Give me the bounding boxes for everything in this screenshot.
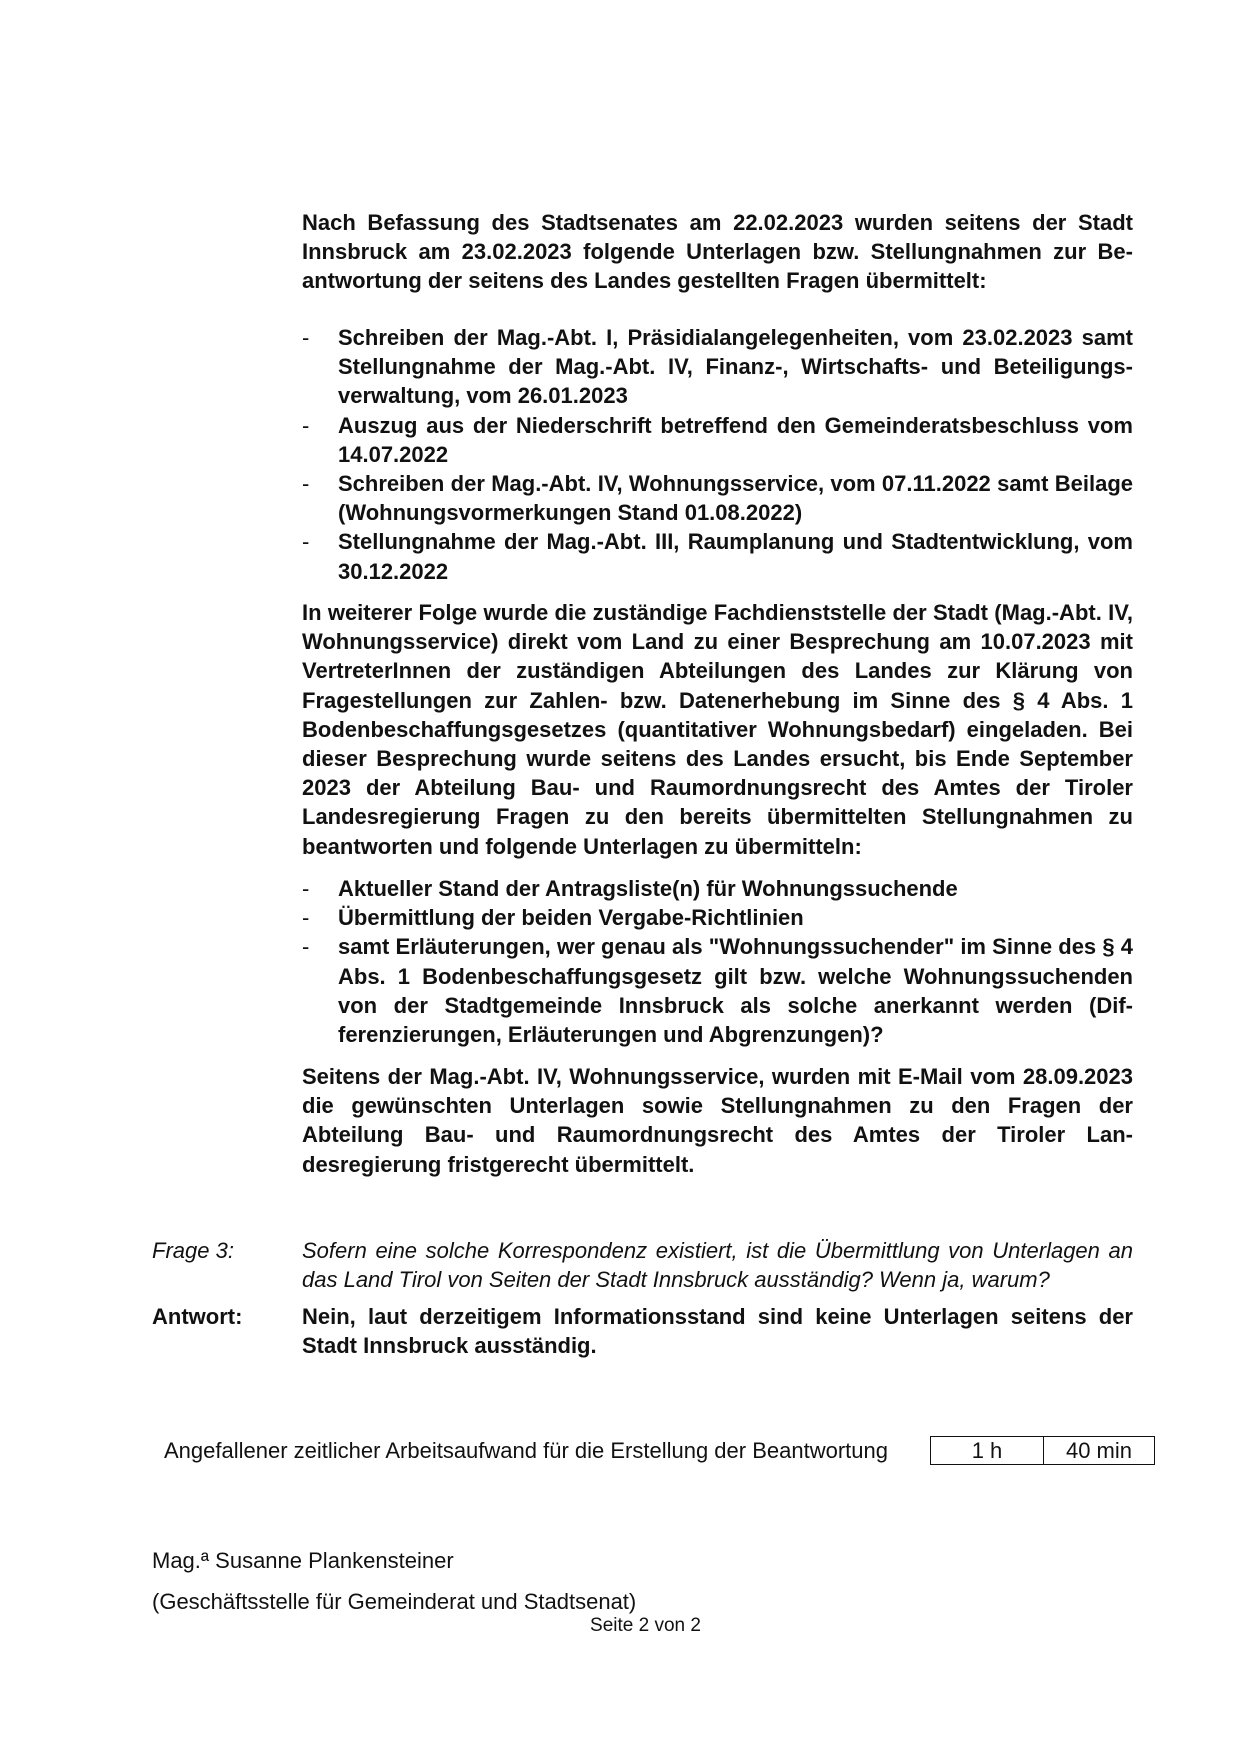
bullet-dash: - bbox=[302, 876, 310, 901]
bullet-dash: - bbox=[302, 934, 310, 960]
page-number: Seite 2 von 2 bbox=[590, 1615, 701, 1636]
signature-name: Mag.ª Susanne Plankensteiner bbox=[152, 1548, 454, 1573]
question-text: Sofern eine solche Korrespondenz existiert, ist die Übermittlung von Unterlagen an das Land Tirol von Seiten der Stadt Innsbruck ausständig? Wenn ja, warum? bbox=[302, 1238, 1133, 1293]
effort-line bbox=[164, 1437, 1133, 1465]
effort-minutes: 40 min bbox=[1065, 1438, 1133, 1463]
bullet-dash: - bbox=[302, 471, 310, 497]
requested-items-list bbox=[302, 874, 1133, 1049]
second-paragraph: In weiterer Folge wurde die zuständige Fachdienststelle der Stadt (Mag.-Abt. IV, Wohnungsservice) direkt vom Land zu einer Besprechung am 10.07.2023 mit VertreterInnen der zuständigen Abteilungen des Landes zur Klärung von Fragestellungen zur Zahlen- bzw. Datenerhebung im Sinne des § 4 Abs. 1 Bodenbeschaffungsgesetzes (quantitativer Wohnungsbedarf) eingeladen. Bei dieser Besprechung wurde seitens des Landes ersucht, bis Ende September 2023 der Abteilung Bau- und Raumordnungsrecht des Amtes der Tiroler Landesregierung Fragen zu den bereits übermittelten Stellungnahmen zu beantworten und folgende Unterlagen zu übermitteln: bbox=[302, 600, 1133, 859]
list-item: - samt Erläuterungen, wer genau als "Wohnungssuchender" im Sinne des § 4 Abs. 1 Bodenbeschaffungsgesetz gilt bzw. welche Wohnungssuchenden von der Stadtgemeinde Innsbruck als solche anerkannt werden (Differenzierungen, Erläuterungen und Abgrenzungen)? bbox=[302, 934, 1133, 1048]
list-item: - Aktueller Stand der Antragsliste(n) für Wohnungssuchende bbox=[302, 874, 1133, 903]
bullet-dash: - bbox=[302, 905, 310, 931]
answer-text: Nein, laut derzeitigem Informationsstand sind keine Unterlagen seitens der Stadt Innsbruck ausständig. bbox=[302, 1304, 1133, 1359]
effort-hours: 1 h bbox=[931, 1437, 1044, 1464]
intro-paragraph-block bbox=[302, 208, 1133, 296]
signature-office: (Geschäftsstelle für Gemeinderat und Stadtsenat) bbox=[152, 1589, 637, 1614]
list-item: - Auszug aus der Niederschrift betreffend den Gemeinderatsbeschluss vom 14.07.2022 bbox=[302, 412, 1133, 467]
list-item: - Stellungnahme der Mag.-Abt. III, Raumplanung und Stadtentwicklung, vom 30.12.2022 bbox=[302, 529, 1133, 584]
bullet-dash: - bbox=[302, 325, 310, 350]
list-item: - Schreiben der Mag.-Abt. I, Präsidialangelegenheiten, vom 23.02.2023 samt Stellungnahme der Mag.-Abt. IV, Finanz-, Wirtschafts- und Beteiligungsverwaltung, vom 26.01.2023 bbox=[302, 325, 1133, 409]
bullet-dash: - bbox=[302, 529, 310, 555]
requested-items-list-block bbox=[302, 874, 1133, 1049]
bullet-dash: - bbox=[302, 412, 310, 438]
effort-label: Angefallener zeitlicher Arbeitsaufwand für die Erstellung der Beantwortung bbox=[164, 1438, 888, 1463]
question-block bbox=[152, 1236, 1133, 1294]
list-item: - Übermittlung der beiden Vergabe-Richtlinien bbox=[302, 903, 1133, 932]
third-paragraph: Seitens der Mag.-Abt. IV, Wohnungsservice, wurden mit E-Mail vom 28.09.2023 die gewünschten Unterlagen sowie Stellungnahmen zu den Fragen der Abteilung Bau- und Raumordnungsrecht des Amtes der Tiroler Landesregierung fristgerecht übermittelt. bbox=[302, 1064, 1133, 1177]
documents-list-block bbox=[302, 323, 1133, 586]
question-label: Frage 3: bbox=[152, 1238, 234, 1263]
answer-label: Antwort: bbox=[152, 1304, 243, 1329]
effort-table bbox=[930, 1436, 1155, 1465]
third-paragraph-block bbox=[302, 1062, 1133, 1179]
second-paragraph-block bbox=[302, 598, 1133, 861]
intro-paragraph: Nach Befassung des Stadtsenates am 22.02.2023 wurden seitens der Stadt Innsbruck am 23.02.2023 folgende Unterlagen bzw. Stellungnahmen zur Beantwortung der seitens des Landes gestellten Fragen übermittelt: bbox=[302, 210, 1133, 294]
documents-list bbox=[302, 323, 1133, 586]
list-item: - Schreiben der Mag.-Abt. IV, Wohnungsservice, vom 07.11.2022 samt Beilage (Wohnungsvormerkungen Stand 01.08.2022) bbox=[302, 471, 1133, 526]
answer-block bbox=[152, 1302, 1133, 1360]
